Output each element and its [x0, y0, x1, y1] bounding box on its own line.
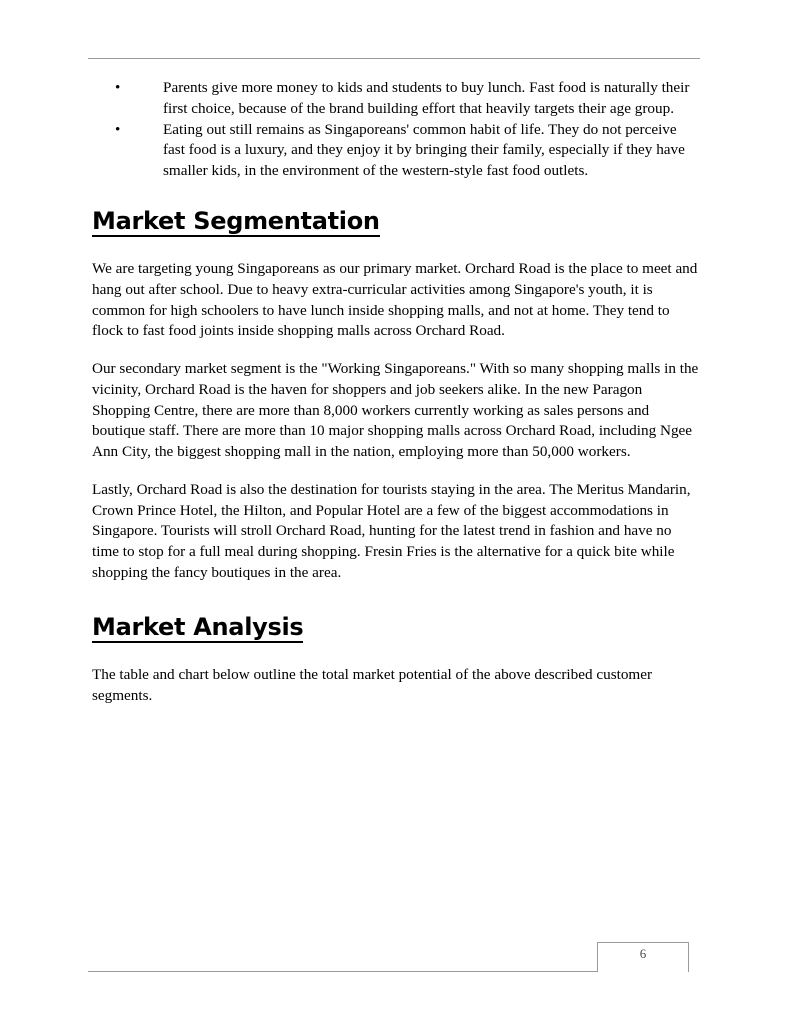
- paragraph: Our secondary market segment is the "Working Singaporeans." With so many shopping malls in the vicinity, Orchard Road is the haven for shoppers and job seekers alike. In the new Paragon Shopping Centre, there are more than 8,000 workers currently working as sales persons and boutique staff. There are more than 10 major shopping malls across Orchard Road, including Ngee Ann City, the biggest shopping mall in the nation, employing more than 50,000 workers.: [92, 360, 699, 461]
- header-rule: [88, 58, 700, 59]
- footer-rule: [88, 971, 598, 972]
- bullet-marker-icon: •: [115, 120, 121, 138]
- page-number: 6: [639, 946, 647, 961]
- market-segmentation-heading-wrap: [92, 208, 700, 237]
- section-heading-market-segmentation: Market Segmentation: [92, 208, 380, 237]
- paragraph: The table and chart below outline the total market potential of the above described customer segments.: [92, 666, 653, 704]
- bullet-marker-icon: •: [115, 79, 121, 96]
- bullet-list: [92, 78, 700, 182]
- section-heading-market-analysis: Market Analysis: [92, 614, 303, 643]
- document-content: [92, 78, 700, 707]
- paragraph: Lastly, Orchard Road is also the destination for tourists staying in the area. The Meritus Mandarin, Crown Prince Hotel, the Hilton, and Popular Hotel are a few of the biggest accommodations in Singapore. Tourists will stroll Orchard Road, hunting for the latest trend in fashion and have no time to stop for a full meal during shopping. Fresin Fries is the alternative for a quick bite while shopping the fancy boutiques in the area.: [92, 480, 691, 581]
- paragraph: We are targeting young Singaporeans as our primary market. Orchard Road is the place to meet and hang out after school. Due to heavy extra-curricular activities among Singapore's youth, it is common for high schoolers to have lunch inside shopping malls, and not at home. They tend to flock to fast food joints inside shopping malls across Orchard Road.: [92, 260, 698, 340]
- page-footer: [88, 938, 700, 972]
- list-item-text: Eating out still remains as Singaporeans' common habit of life. They do not perceive fast food is a luxury, and they enjoy it by bringing their family, especially if they have smaller kids, in the environment of the western-style fast food outlets.: [163, 120, 685, 179]
- list-item: [92, 78, 700, 120]
- market-analysis-heading-wrap: [92, 614, 700, 643]
- list-item-text: Parents give more money to kids and students to buy lunch. Fast food is naturally their first choice, because of the brand building effort that heavily targets their age group.: [163, 79, 690, 117]
- page-number-box: [597, 942, 689, 972]
- list-item: [92, 120, 700, 182]
